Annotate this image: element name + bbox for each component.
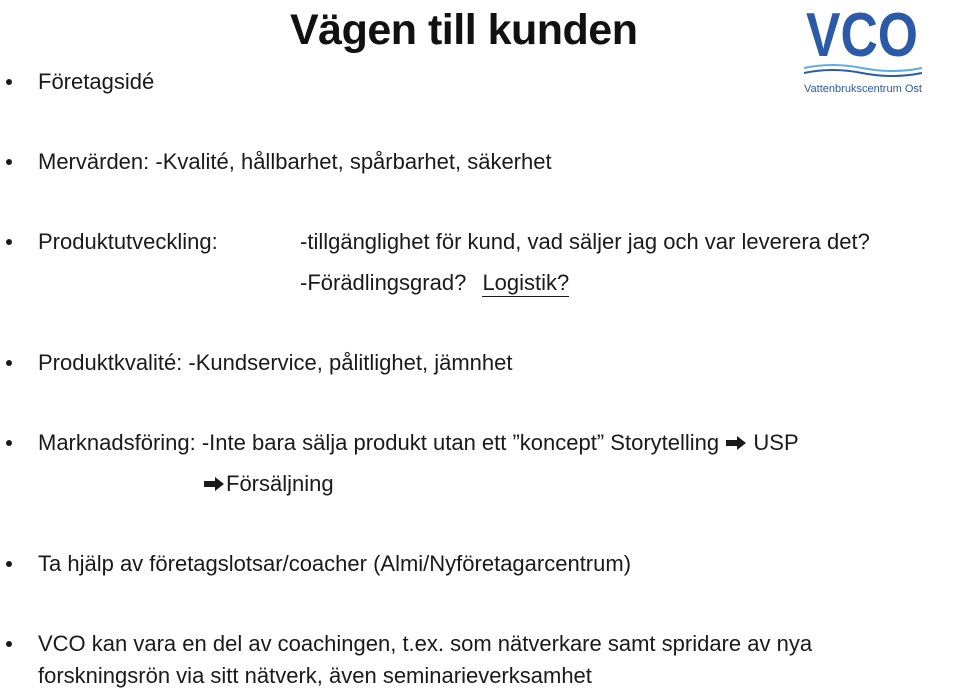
bullet-text: VCO kan vara en del av coachingen, t.ex. som nätverkare samt spridare av nya <box>38 631 813 656</box>
bullet-label: Produktutveckling: <box>38 229 218 254</box>
bullet-dot <box>6 239 12 245</box>
bullet-text: Företagsidé <box>38 69 155 94</box>
logo-wordmark: VCO <box>806 1 918 70</box>
bullet-dot <box>6 440 12 446</box>
arrow-right-icon <box>725 427 747 459</box>
bullet-dot <box>6 79 12 85</box>
bullet-produktutveckling-line2 <box>300 267 569 299</box>
vco-logo-graphic <box>802 0 926 96</box>
bullet-vco-line2: forskningsrön via sitt nätverk, även seminarieverksamhet <box>38 663 592 688</box>
foradlingsgrad-text: -Förädlingsgrad? <box>300 270 467 295</box>
bullet-dot <box>6 159 12 165</box>
bullet-marknadsforing-line2 <box>202 468 334 500</box>
bullet-text <box>38 427 799 459</box>
slide-title: Vägen till kunden <box>290 6 638 54</box>
logo-subtitle: Vattenbrukscentrum Ost <box>804 83 922 95</box>
vco-logo <box>802 0 926 96</box>
bullet-text: Mervärden: -Kvalité, hållbarhet, spårbarhet, säkerhet <box>38 149 552 174</box>
bullet-dot <box>6 561 12 567</box>
bullet-text: Ta hjälp av företagslotsar/coacher (Almi/Nyföretagarcentrum) <box>38 551 632 576</box>
bullet-text: Produktkvalité: -Kundservice, pålitlighet, jämnhet <box>38 350 513 375</box>
usp-text: USP <box>753 430 799 455</box>
bullet-dot <box>6 360 12 366</box>
arrow-right-icon <box>202 468 226 500</box>
forsaljning-text: Försäljning <box>226 471 334 496</box>
marknadsforing-text: Marknadsföring: -Inte bara sälja produkt utan ett ”koncept” Storytelling <box>38 430 720 455</box>
bullet-text: -tillgänglighet för kund, vad säljer jag och var leverera det? <box>300 229 870 254</box>
bullet-dot <box>6 641 12 647</box>
logistik-text: Logistik? <box>482 270 570 295</box>
